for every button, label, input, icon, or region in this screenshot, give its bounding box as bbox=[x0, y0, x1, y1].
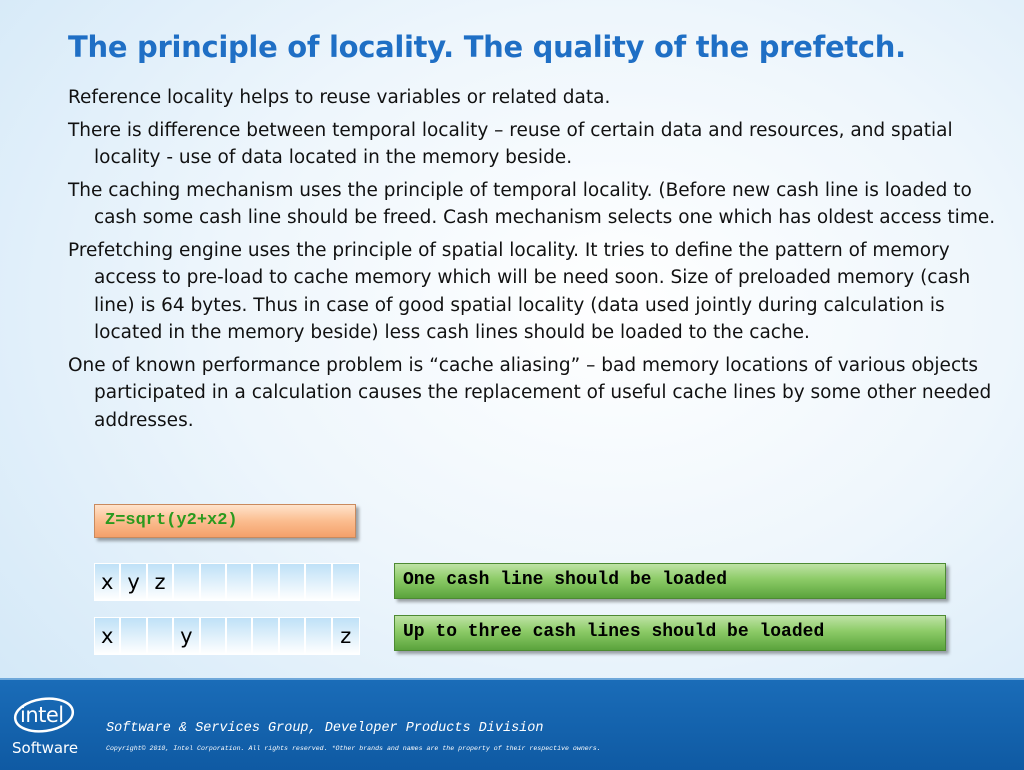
memory-cell bbox=[253, 564, 279, 600]
memory-cell bbox=[306, 618, 332, 654]
intel-logo-subtext: Software bbox=[12, 739, 79, 757]
memory-cell bbox=[253, 618, 279, 654]
note-three-cache-lines: Up to three cash lines should be loaded bbox=[394, 615, 946, 651]
paragraph-reference-locality: Reference locality helps to reuse variables or related data. bbox=[68, 87, 611, 108]
slide-title: The principle of locality. The quality of the prefetch. bbox=[68, 30, 906, 64]
memory-cell: x bbox=[95, 618, 121, 654]
memory-cell bbox=[227, 564, 253, 600]
footer-copyright: Copyright© 2010, Intel Corporation. All rights reserved. *Other brands and names are the property of their respective owners. bbox=[106, 745, 601, 752]
slide-body bbox=[68, 84, 1008, 439]
intel-logo-text: intel bbox=[20, 703, 64, 727]
memory-cell: x bbox=[95, 564, 121, 600]
paragraph-prefetching-engine: Prefetching engine uses the principle of spatial locality. It tries to define the pattern of memory access to pre-load to cache memory which will be need soon. Size of preloaded memory (cash line) is 64 bytes. Thus in case of good spatial locality (data used jointly during calculation is located in the memory beside) less cash lines should be loaded to the cache. bbox=[68, 239, 971, 343]
memory-cell bbox=[333, 564, 359, 600]
memory-cell bbox=[201, 618, 227, 654]
memory-cell: z bbox=[148, 564, 174, 600]
footer-division: Software & Services Group, Developer Products Division bbox=[106, 721, 544, 736]
memory-cell: y bbox=[121, 564, 147, 600]
paragraph-cache-aliasing: One of known performance problem is “cache aliasing” – bad memory locations of various objects participated in a calculation causes the replacement of useful cache lines by some other needed addresses. bbox=[68, 354, 992, 431]
memory-cell bbox=[174, 564, 200, 600]
memory-cell: z bbox=[333, 618, 359, 654]
formula-box: Z=sqrt(y2+x2) bbox=[94, 504, 356, 538]
memory-row-scattered bbox=[94, 617, 360, 655]
memory-row-contiguous bbox=[94, 563, 360, 601]
note-one-cache-line: One cash line should be loaded bbox=[394, 563, 946, 599]
memory-cell: y bbox=[174, 618, 200, 654]
memory-cell bbox=[121, 618, 147, 654]
memory-cell bbox=[280, 564, 306, 600]
memory-cell bbox=[227, 618, 253, 654]
memory-cell bbox=[280, 618, 306, 654]
memory-cell bbox=[148, 618, 174, 654]
paragraph-caching-mechanism: The caching mechanism uses the principle of temporal locality. (Before new cash line is loaded to cash some cash line should be freed. Cash mechanism selects one which has oldest access time. bbox=[68, 179, 996, 228]
memory-cell bbox=[201, 564, 227, 600]
paragraph-temporal-spatial: There is difference between temporal locality – reuse of certain data and resources, and spatial locality - use of data located in the memory beside. bbox=[68, 119, 953, 168]
memory-cell bbox=[306, 564, 332, 600]
